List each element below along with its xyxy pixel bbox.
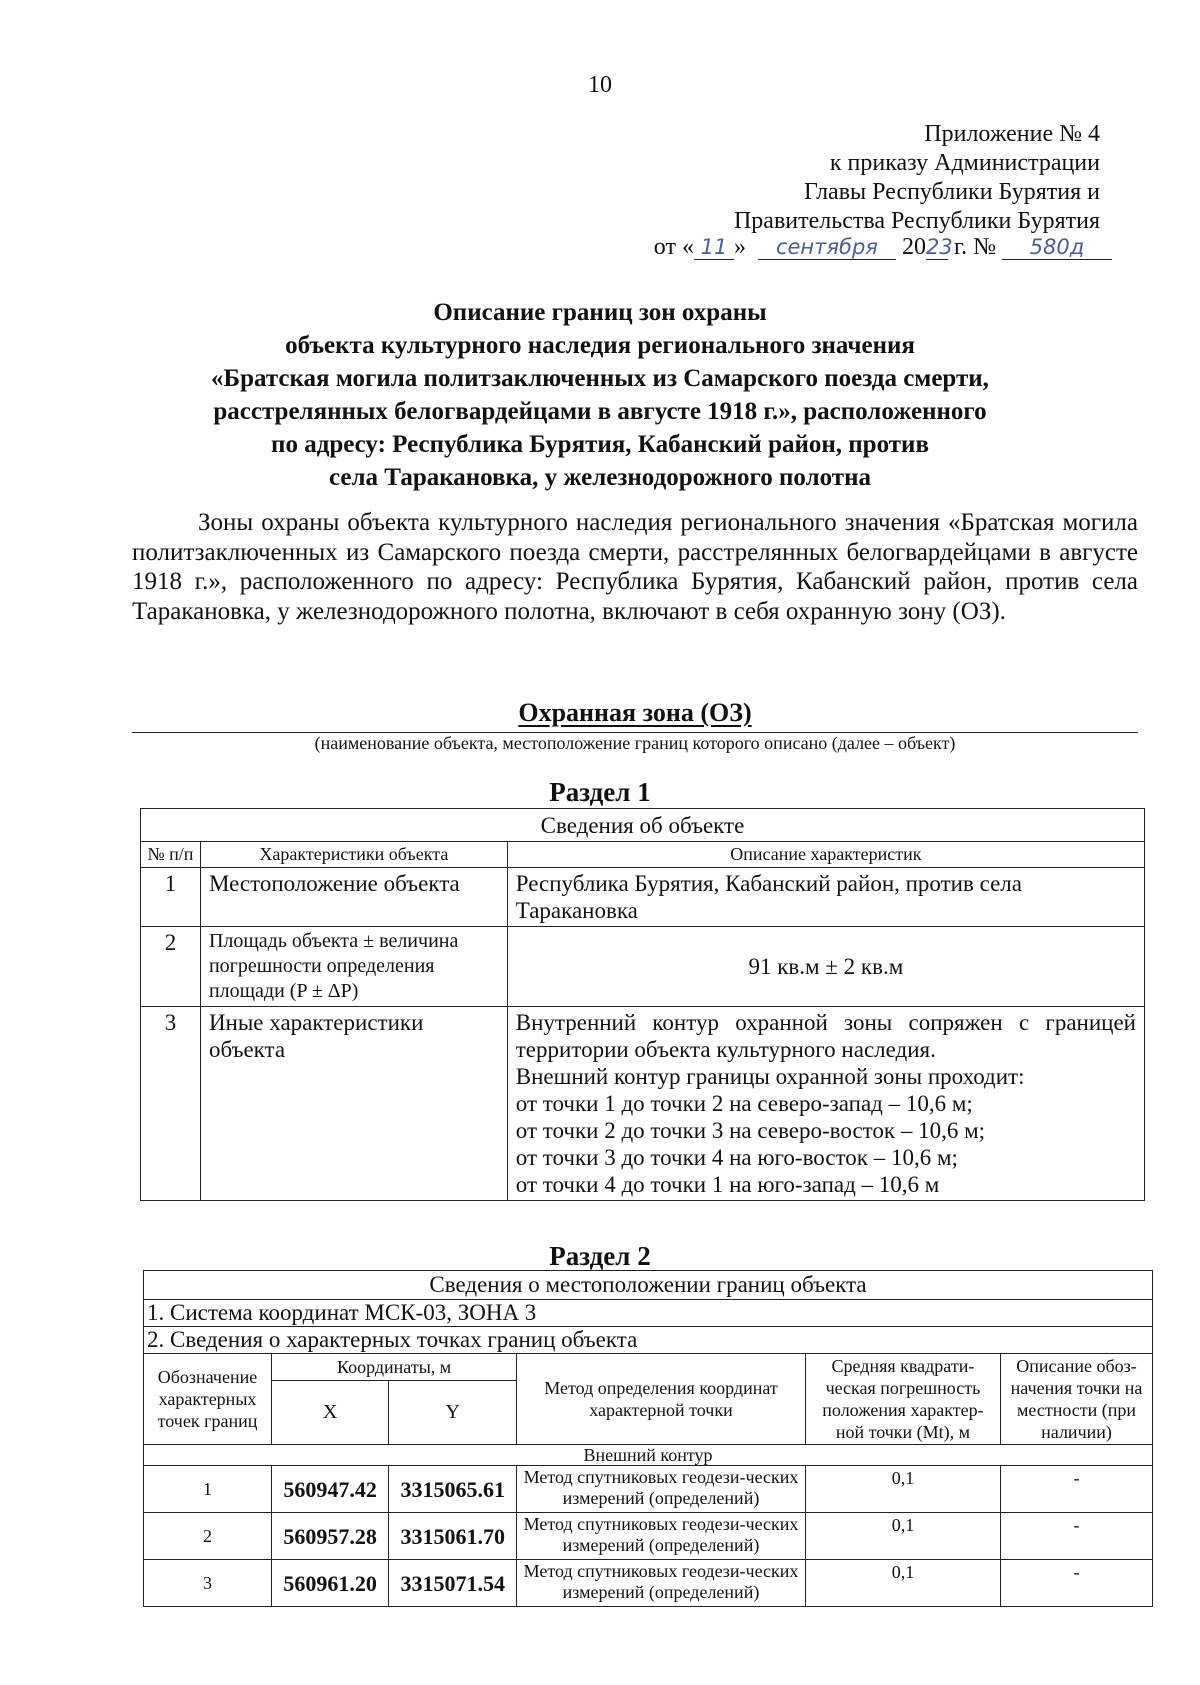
value-line: Внешний контур границы охранной зоны проходит: (515, 1064, 1025, 1089)
intro-paragraph: Зоны охраны объекта культурного наследия регионального значения «Братская могила политзаключенных из Самарского поезда смерти, расстрелянных белогвардейцами в августе 1918 г.», расположенного по адресу: Республика Бурятия, Кабанский район, против села Таракановка, у железнодорожного полотна, включают в себя охранную зону (ОЗ). (132, 509, 1138, 625)
points-header: 2. Сведения о характерных точках границ объекта (144, 1327, 1153, 1354)
title-line-3: «Братская могила политзаключенных из Самарского поезда смерти, (211, 365, 989, 392)
value-intro: Внутренний контур охранной зоны сопряжен с границей территории объекта культурного наследия. (515, 1010, 1136, 1062)
col-header-point-description: Описание обоз-начения точки на местности (при наличии) (1001, 1354, 1153, 1445)
section-2-title: Раздел 2 (549, 1241, 651, 1271)
point-id: 3 (144, 1560, 272, 1607)
point-y: 3315061.70 (389, 1513, 517, 1560)
order-number-handwritten: 580д (1002, 235, 1112, 260)
table-row (141, 1007, 1145, 1201)
order-suffix: г. № (953, 234, 996, 260)
annex-line-1: Приложение № 4 (924, 121, 1100, 147)
point-description: - (1001, 1513, 1153, 1560)
contour-row (144, 1445, 1153, 1466)
col-header-characteristic: Характеристики объекта (200, 842, 507, 868)
row-value: 91 кв.м ± 2 кв.м (507, 927, 1144, 1007)
table-row (144, 1560, 1153, 1607)
object-info-table (140, 808, 1145, 1201)
section-1-title: Раздел 1 (549, 777, 651, 807)
title-line-4: расстрелянных белогвардейцами в августе 1918 г.», расположенного (213, 398, 987, 425)
title-line-1: Описание границ зон охраны (433, 299, 767, 326)
order-prefix: от « (653, 234, 694, 260)
zone-caption: (наименование объекта, местоположение границ которого описано (далее – объект) (314, 733, 956, 753)
page-number: 10 (588, 72, 612, 98)
point-method: Метод спутниковых геодези-ческих измерений (определений) (517, 1560, 806, 1607)
point-id: 2 (144, 1513, 272, 1560)
object-info-header: Сведения об объекте (141, 809, 1145, 842)
row-num: 1 (141, 868, 201, 927)
contour-label: Внешний контур (144, 1445, 1153, 1466)
title-line-6: села Таракановка, у железнодорожного полотна (329, 464, 871, 491)
col-header-designation: Обозначение характерных точек границ (144, 1354, 272, 1445)
row-num: 2 (141, 927, 201, 1007)
table-header-row (141, 809, 1145, 842)
col-header-error: Средняя квадрати-ческая погрешность положения характер-ной точки (Mt), м (805, 1354, 1000, 1445)
value-line: от точки 3 до точки 4 на юго-восток – 10,6 м; (515, 1145, 958, 1170)
table-row (141, 868, 1145, 927)
table-column-header-row (141, 842, 1145, 868)
zone-heading (132, 698, 1138, 728)
point-error: 0,1 (805, 1466, 1000, 1513)
table-row (144, 1466, 1153, 1513)
row-num: 3 (141, 1007, 201, 1201)
boundary-points-table (143, 1270, 1153, 1607)
col-header-num: № п/п (141, 842, 201, 868)
document-title (0, 296, 1200, 494)
value-line: от точки 4 до точки 1 на юго-запад – 10,6 м (515, 1172, 940, 1197)
point-description: - (1001, 1466, 1153, 1513)
col-header-x: X (272, 1380, 389, 1444)
value-line: от точки 1 до точки 2 на северо-запад – 10,6 м; (515, 1091, 973, 1116)
annex-line-3: Главы Республики Бурятия и (804, 179, 1100, 205)
annex-block (600, 120, 1100, 236)
value-line: от точки 2 до точки 3 на северо-восток – 10,6 м; (515, 1118, 986, 1143)
table-row (141, 927, 1145, 1007)
point-error: 0,1 (805, 1513, 1000, 1560)
order-year-prefix: 20 (901, 234, 926, 260)
title-line-5: по адресу: Республика Бурятия, Кабанский район, против (271, 431, 929, 458)
annex-line-4: Правительства Республики Бурятия (733, 208, 1100, 234)
table-row (144, 1513, 1153, 1560)
zone-heading-text: Охранная зона (ОЗ) (518, 698, 752, 727)
point-y: 3315071.54 (389, 1560, 517, 1607)
annex-line-2: к приказу Администрации (829, 150, 1100, 176)
point-id: 1 (144, 1466, 272, 1513)
order-month-handwritten: сентября (758, 235, 896, 260)
order-year-handwritten: 23 (925, 235, 953, 259)
row-characteristic: Иные характеристики объекта (200, 1007, 507, 1201)
point-x: 560961.20 (272, 1560, 389, 1607)
coord-system-row (144, 1300, 1153, 1327)
row-value (507, 1007, 1144, 1201)
order-date-number (654, 234, 1112, 261)
points-header-row (144, 1327, 1153, 1354)
coord-system: 1. Система координат МСК-03, ЗОНА 3 (144, 1300, 1153, 1327)
row-characteristic: Площадь объекта ± величина погрешности определения площади (P ± ΔP) (200, 927, 507, 1007)
table-column-header-row (144, 1354, 1153, 1381)
row-characteristic: Местоположение объекта (200, 868, 507, 927)
col-header-coords: Координаты, м (272, 1354, 517, 1381)
point-x: 560947.42 (272, 1466, 389, 1513)
point-error: 0,1 (805, 1560, 1000, 1607)
col-header-y: Y (389, 1380, 517, 1444)
col-header-description: Описание характеристик (507, 842, 1144, 868)
point-method: Метод спутниковых геодези-ческих измерений (определений) (517, 1466, 806, 1513)
point-x: 560957.28 (272, 1513, 389, 1560)
order-mid: » (733, 234, 746, 260)
table-header-row (144, 1271, 1153, 1300)
point-y: 3315065.61 (389, 1466, 517, 1513)
row-value: Республика Бурятия, Кабанский район, против села Таракановка (507, 868, 1144, 927)
point-description: - (1001, 1560, 1153, 1607)
title-line-2: объекта культурного наследия регионального значения (285, 332, 915, 359)
boundaries-header: Сведения о местоположении границ объекта (144, 1271, 1153, 1300)
col-header-method: Метод определения координат характерной точки (517, 1354, 806, 1445)
order-day-handwritten: 11 (694, 235, 734, 260)
point-method: Метод спутниковых геодези-ческих измерений (определений) (517, 1513, 806, 1560)
